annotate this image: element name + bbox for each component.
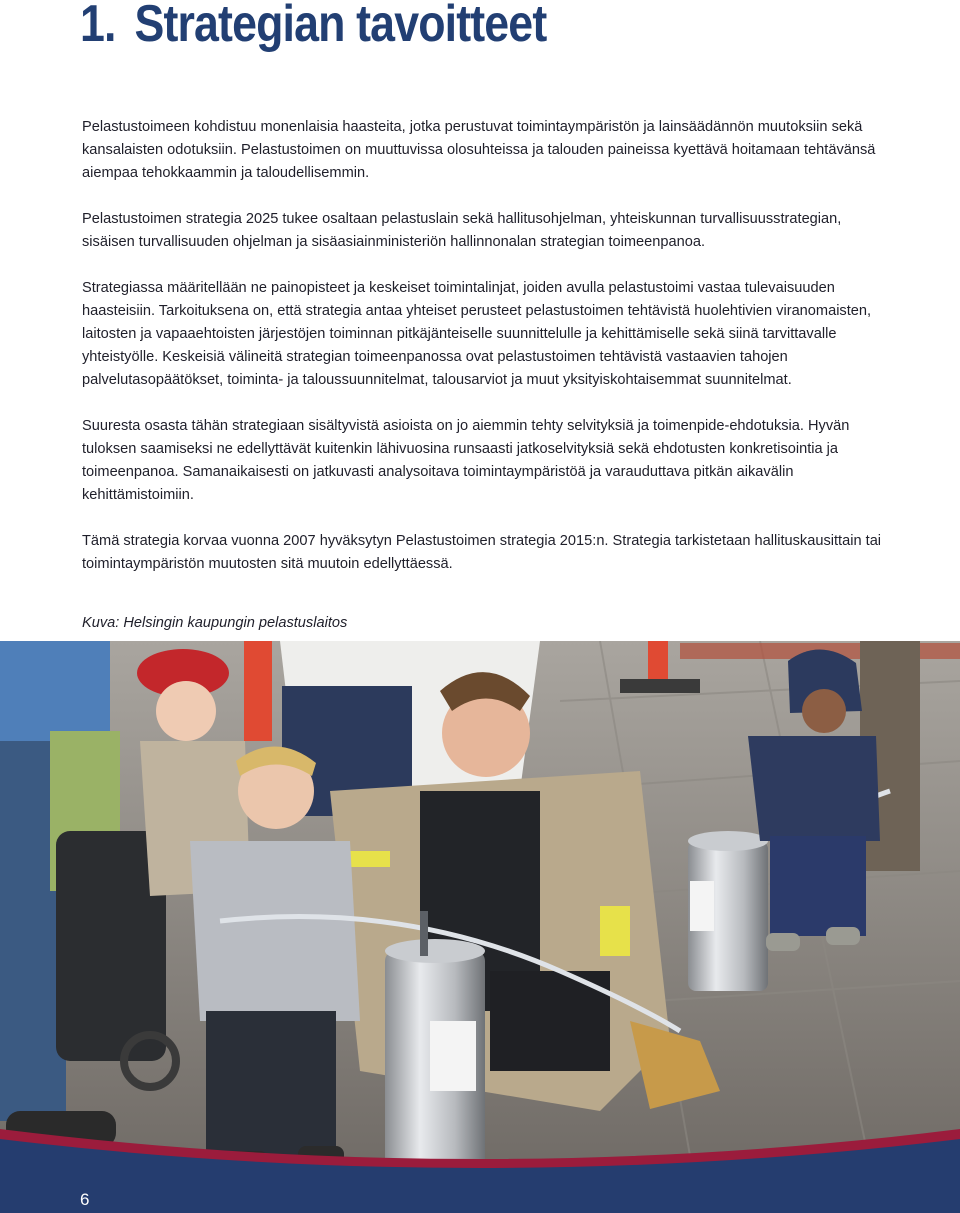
paragraph: Tämä strategia korvaa vuonna 2007 hyväksytyn Pelastustoimen strategia 2015:n. Strategia tarkistetaan hallituskausittain tai toimintaympäristön muutosten sitä muutoin edellyttäessä.: [82, 533, 882, 572]
body-text: [82, 116, 892, 599]
chapter-title: Strategian tavoitteet: [134, 0, 547, 53]
paragraph: Strategiassa määritellään ne painopisteet ja keskeiset toimintalinjat, joiden avulla pelastustoimi vastaa tulevaisuuden haasteisiin. Tarkoituksena on, että strategia antaa yhteiset perusteet pelastustoimen tehtävistä huolehtivien viranomaisten, laitosten ja vapaaehtoisten järjestöjen toiminnan pitkäjänteiselle suunnittelulle ja kehittämiselle sekä siinä tarvittavalle yhteistyölle. Keskeisiä välineitä strategian toimeenpanossa ovat pelastustoimen tehtävistä vastaavien tahojen palvelutasopäätökset, toiminta- ja taloussuunnitelmat, talousarviot ja muut yksityiskohtaisemmat suunnitelmat.: [82, 280, 872, 388]
page-title: [80, 0, 546, 54]
page-number: 6: [80, 1190, 90, 1209]
photo-caption: Kuva: Helsingin kaupungin pelastuslaitos: [82, 615, 348, 631]
photo-firefighter-with-children: [0, 641, 960, 1213]
paragraph: Pelastustoimeen kohdistuu monenlaisia haasteita, jotka perustuvat toimintaympäristön ja lainsäädännön muutoksiin sekä kansalaisten odotuksiin. Pelastustoimen on muuttuvissa olosuhteissa ja talouden paineissa kyettävä hoitamaan tehtävänsä aiempaa tehokkaammin ja taloudellisemmin.: [82, 119, 876, 181]
paragraph: Pelastustoimen strategia 2025 tukee osaltaan pelastuslain sekä hallitusohjelman, yhteiskunnan turvallisuusstrategian, sisäisen turvallisuuden ohjelman ja sisäasiainministeriön hallinnonalan strategian toimeenpanoa.: [82, 211, 842, 250]
chapter-number: 1.: [80, 0, 116, 53]
paragraph: Suuresta osasta tähän strategiaan sisältyvistä asioista on jo aiemmin tehty selvityksiä ja toimenpide-ehdotuksia. Hyvän tuloksen saamiseksi ne edellyttävät kuitenkin lähivuosina runsaasti jatkoselvityksiä sekä ehdotusten konkretisointia ja toimeenpanoa. Samanaikaisesti on jatkuvasti analysoitava toimintaympäristöä ja varauduttava pitkän aikavälin kehittämistoimiin.: [82, 418, 850, 503]
